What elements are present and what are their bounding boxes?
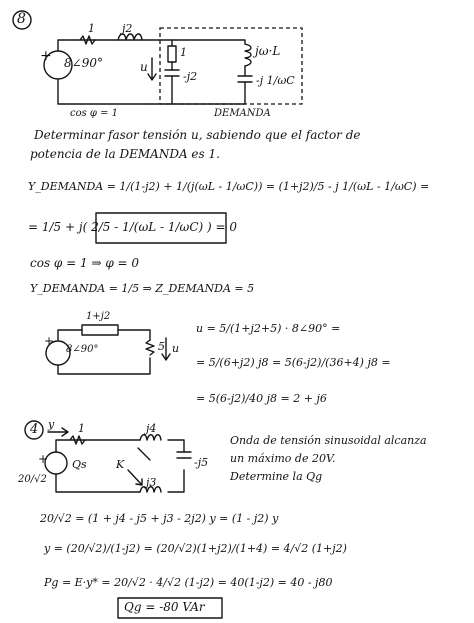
inductor-j4-icon	[140, 435, 161, 440]
r1b-label: 1	[78, 422, 85, 435]
j4-label: j4	[146, 422, 157, 435]
statement-4-line-2: un máximo de 20V.	[230, 452, 336, 465]
statement-4-line-1: Onda de tensión sinusoidal alcanza	[230, 434, 427, 447]
impedance-z1-icon	[82, 325, 118, 335]
equation-4-2: y = (20/√2)/(1-j2) = (20/√2)(1+j2)/(1+4) = 4/√2 (1+j2)	[44, 542, 347, 555]
u-label: u	[140, 60, 148, 74]
equation-4-1: 20/√2 = (1 + j4 - j5 + j3 - 2j2) y = (1 - j2) y	[40, 512, 279, 525]
u-arrow-icon	[148, 58, 156, 80]
cos-phi-label: cos φ = 1	[70, 108, 119, 119]
equation-8-1: Y_DEMANDA = 1/(1-j2) + 1/(j(ωL - 1/ωC)) = (1+j2)/5 - j 1/(ωL - 1/ωC) =	[28, 180, 430, 193]
branch-2-wires	[150, 40, 245, 104]
j5-label: -j5	[194, 456, 209, 469]
source2-label: 8∠90°	[66, 344, 99, 355]
problem-number-4: 4	[30, 422, 39, 437]
resistor-5-icon	[146, 340, 154, 355]
equation-8-6: = 5/(6+j2) j8 = 5(6-j2)/(36+4) j8 =	[196, 356, 391, 369]
u2-label: u	[172, 342, 180, 355]
k-arrow-1-icon	[128, 470, 142, 485]
problem-number-8: 8	[17, 11, 26, 27]
equation-8-2: = 1/5 + j( 2/5 - 1/(ωL - 1/ωC) ) = 0	[28, 220, 238, 234]
inductor-l3-icon	[245, 44, 251, 66]
r1-label: 1	[88, 22, 95, 35]
equation-8-3: cos φ = 1 ⇒ φ = 0	[30, 256, 140, 270]
c2-label: -j2	[183, 70, 198, 83]
l1-label: j2	[122, 22, 133, 35]
source-value-label: 8∠90°	[64, 56, 103, 70]
qs-label: Qs	[72, 458, 87, 471]
capacitor-j5-icon	[177, 452, 191, 458]
source2-plus: +	[44, 334, 55, 348]
equation-8-5: u = 5/(1+j2+5) · 8∠90° =	[196, 322, 341, 335]
source-plus-label: +	[40, 48, 52, 64]
circuit-8-wires	[58, 40, 150, 104]
c3-label: -j 1/ωC	[256, 74, 295, 87]
equation-4-3: Pg = E·y* = 20/√2 · 4/√2 (1-j2) = 40(1-j2) = 40 - j80	[44, 576, 333, 589]
capacitor-c3-icon	[238, 76, 252, 82]
statement-8-line-1: Determinar fasor tensión u, sabiendo que el factor de	[34, 128, 361, 142]
y-label: y	[48, 418, 55, 431]
r2-label: 1	[180, 46, 187, 59]
k-label: K	[116, 458, 125, 471]
source3-plus: +	[38, 452, 49, 466]
equation-8-7: = 5(6-j2)/40 j8 = 2 + j6	[196, 392, 327, 405]
source3-label: 20/√2	[18, 474, 47, 485]
capacitor-c2-icon	[165, 70, 179, 76]
voltage-source-3-icon	[45, 452, 67, 474]
j3-label: j3	[146, 476, 157, 489]
l3-label: jω·L	[255, 44, 281, 58]
answer-qg: Qg = -80 VAr	[124, 600, 205, 614]
resistor-r2-icon	[168, 46, 176, 62]
statement-8-line-2: potencia de la DEMANDA es 1.	[30, 147, 220, 161]
r5-label: 5	[158, 340, 165, 353]
demand-label: DEMANDA	[214, 108, 271, 119]
equation-8-4: Y_DEMANDA = 1/5 ⇒ Z_DEMANDA = 5	[30, 282, 255, 295]
k-arrow-2-icon	[138, 448, 150, 460]
statement-4-line-3: Determine la Qg	[230, 470, 323, 483]
z1-label: 1+j2	[86, 311, 111, 322]
